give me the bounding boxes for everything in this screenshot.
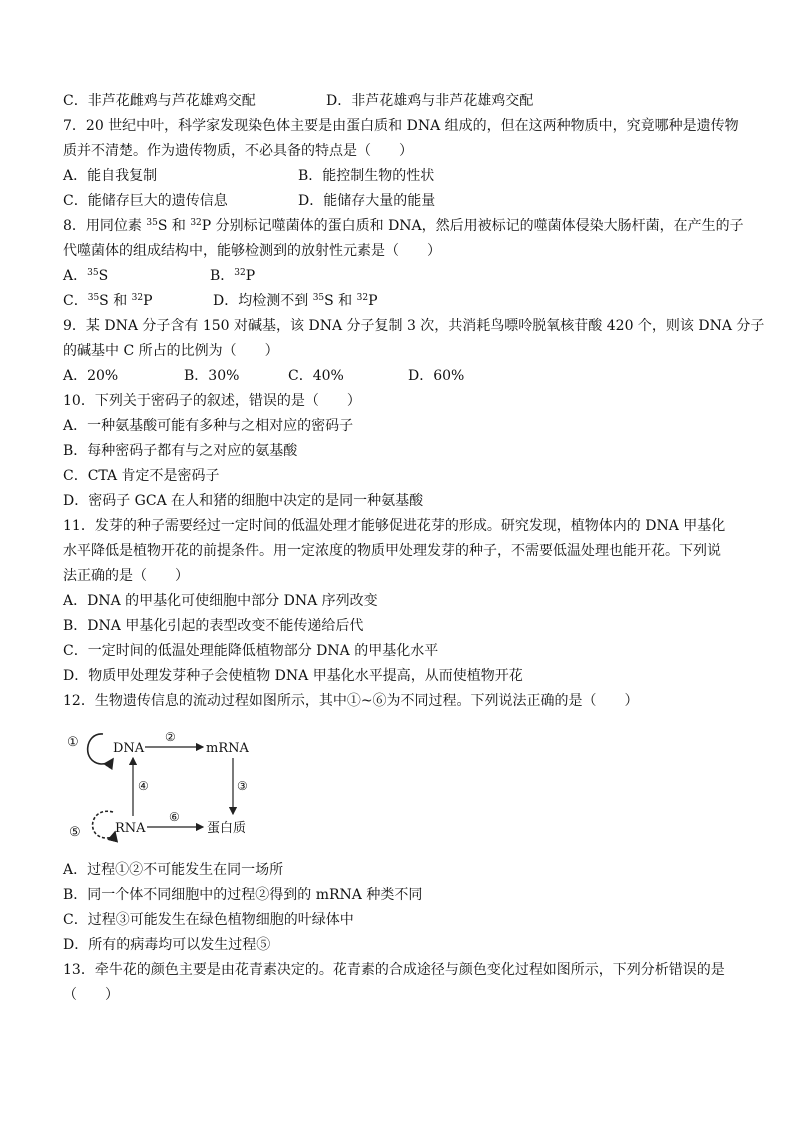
- q12-option-b: B．同一个体不同细胞中的过程②得到的 mRNA 种类不同: [63, 887, 423, 903]
- process-1-loop-arrow: [88, 734, 113, 764]
- node-mrna: mRNA: [206, 741, 249, 756]
- node-protein: 蛋白质: [207, 821, 247, 836]
- q7-option-d: D．能储存大量的能量: [298, 193, 436, 209]
- q7-option-c: C．能储存巨大的遗传信息: [63, 193, 228, 209]
- q6-option-c: C．非芦花雌鸡与芦花雄鸡交配: [63, 93, 256, 109]
- process-5-loop-arrow: [93, 811, 115, 838]
- q8-stem-line-1: 8．用同位素 $^{35}$S 和 $^{32}$P 分别标记噬菌体的蛋白质和 DNA，然后用被标记的噬菌体侵染大肠杆菌，在产生的子: [63, 218, 744, 234]
- q11-option-d: D．物质甲处理发芽种子会使植物 DNA 甲基化水平提高，从而使植物开花: [63, 668, 523, 684]
- q12-option-a: A．过程①②不可能发生在同一场所: [63, 862, 284, 878]
- q12-option-d: D．所有的病毒均可以发生过程⑤: [63, 937, 271, 953]
- genetic-information-flow-diagram: [63, 726, 263, 846]
- q7-stem-line-1: 7．20 世纪中叶，科学家发现染色体主要是由蛋白质和 DNA 组成的，但在这两种物质中，究竟哪种是遗传物: [63, 118, 739, 134]
- process-2-label: ②: [165, 730, 176, 744]
- q9-option-b: B．30%: [184, 368, 240, 384]
- q12-option-c: C．过程③可能发生在绿色植物细胞的叶绿体中: [63, 912, 354, 928]
- q11-stem-line-1: 11．发芽的种子需要经过一定时间的低温处理才能够促进花芽的形成。研究发现，植物体内的 DNA 甲基化: [63, 518, 726, 534]
- q10-option-c: C．CTA 肯定不是密码子: [63, 468, 220, 484]
- q7-option-b: B．能控制生物的性状: [298, 168, 435, 184]
- process-5-label: ⑤: [69, 825, 81, 840]
- q8-option-a: A．$^{35}$S: [63, 268, 109, 284]
- q9-stem-line-1: 9．某 DNA 分子含有 150 对碱基，该 DNA 分子复制 3 次，共消耗鸟嘌呤脱氧核苷酸 420 个，则该 DNA 分子: [63, 318, 765, 334]
- q10-option-d: D．密码子 GCA 在人和猪的细胞中决定的是同一种氨基酸: [63, 493, 424, 509]
- q11-stem-line-3: 法正确的是（ ）: [63, 568, 189, 584]
- q8-option-d: D．均检测不到 $^{35}$S 和 $^{32}$P: [213, 293, 378, 309]
- process-3-label: ③: [237, 779, 248, 793]
- q11-option-a: A．DNA 的甲基化可使细胞中部分 DNA 序列改变: [63, 593, 378, 609]
- q10-stem: 10．下列关于密码子的叙述，错误的是（ ）: [63, 393, 361, 409]
- q12-stem: 12．生物遗传信息的流动过程如图所示，其中①~⑥为不同过程。下列说法正确的是（ ）: [63, 693, 639, 709]
- q13-stem-line-2: （ ）: [63, 987, 119, 1003]
- q11-stem-line-2: 水平降低是植物开花的前提条件。用一定浓度的物质甲处理发芽的种子，不需要低温处理也能开花。下列说: [63, 543, 721, 559]
- q7-option-a: A．能自我复制: [63, 168, 158, 184]
- q9-option-c: C．40%: [288, 368, 344, 384]
- q13-stem-line-1: 13．牵牛花的颜色主要是由花青素决定的。花青素的合成途径与颜色变化过程如图所示，下列分析错误的是: [63, 962, 725, 978]
- q7-stem-line-2: 质并不清楚。作为遗传物质，不必具备的特点是（ ）: [63, 143, 413, 159]
- q9-option-d: D．60%: [408, 368, 465, 384]
- process-4-label: ④: [138, 779, 149, 793]
- q11-option-b: B．DNA 甲基化引起的表型改变不能传递给后代: [63, 618, 364, 634]
- node-dna: DNA: [113, 741, 145, 756]
- node-rna: RNA: [115, 821, 146, 836]
- q11-option-c: C．一定时间的低温处理能降低植物部分 DNA 的甲基化水平: [63, 643, 439, 659]
- process-1-label: ①: [67, 735, 79, 750]
- q8-option-c: C．$^{35}$S 和 $^{32}$P: [63, 293, 153, 309]
- q9-option-a: A．20%: [63, 368, 119, 384]
- q6-option-d: D．非芦花雄鸡与非芦花雄鸡交配: [326, 93, 534, 109]
- q8-stem-line-2: 代噬菌体的组成结构中，能够检测到的放射性元素是（ ）: [63, 243, 441, 259]
- q9-stem-line-2: 的碱基中 C 所占的比例为（ ）: [63, 343, 279, 359]
- process-6-label: ⑥: [169, 810, 180, 824]
- q8-option-b: B．$^{32}$P: [210, 268, 256, 284]
- q10-option-a: A．一种氨基酸可能有多种与之相对应的密码子: [63, 418, 354, 434]
- q10-option-b: B．每种密码子都有与之对应的氨基酸: [63, 443, 298, 459]
